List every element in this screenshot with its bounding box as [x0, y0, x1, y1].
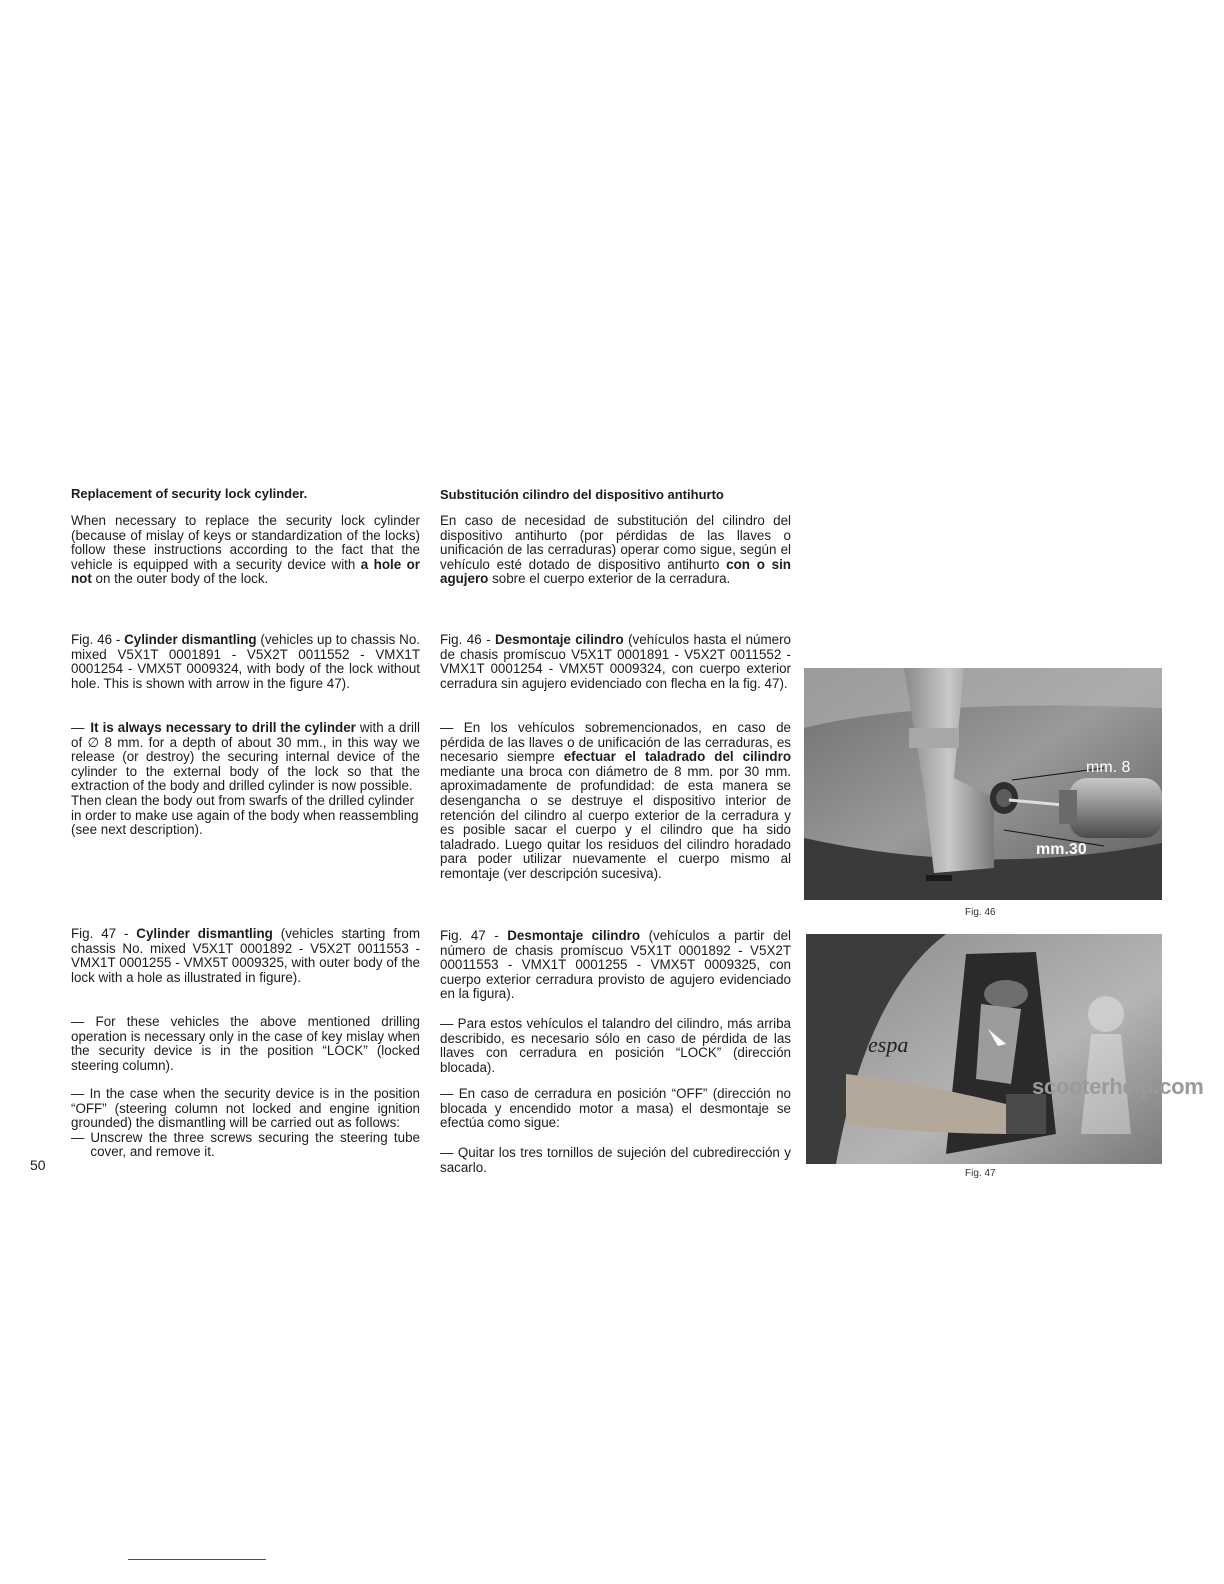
- english-unscrew-paragraph: [71, 1131, 420, 1160]
- english-drill-block: [71, 721, 420, 838]
- english-clean-paragraph: Then clean the body out from swarfs of the drilled cylinder in order to make use again of the body when reassembling (see next description).: [71, 792, 419, 838]
- spanish-en-caso-block: [440, 1087, 791, 1131]
- english-intro: [71, 514, 420, 587]
- spanish-drill-after: mediante una broca con diámetro de 8 mm. por 30 mm. aproximadamente de profundidad: de esta manera se desengancha o se destruye el dispositivo interior de retención del cilindro al cuerpo exterior de la cerradura y es posible sacar el cuerpo y el cilindro que ha sido taladrado. Luego quitar los residuos del cilindro horadado para poder utilizar nuevamente el cuerpo mismo al remontaje (ver descripción sucesiva).: [440, 763, 791, 881]
- english-column: [71, 514, 420, 587]
- figure-46-photo: [804, 668, 1162, 900]
- spanish-para-estos-block: [440, 1017, 791, 1075]
- figure-47-photo: [806, 934, 1162, 1164]
- spanish-quitar-paragraph: — Quitar los tres tornillos de sujeción del cubredirección y sacarlo.: [440, 1145, 791, 1175]
- figure-46-illustration: [804, 668, 1162, 900]
- english-drill-text: with a drill of ∅ 8 mm. for a depth of about 30 mm., in this way we release (or destroy) the securing internal device of the cylinder to the external body of the lock so that the extraction of the body and drilled cylinder is now possible.: [71, 720, 420, 794]
- english-drill-bold1: It is always: [90, 720, 166, 735]
- spanish-drill-block: [440, 721, 791, 882]
- spanish-fig46-block: [440, 633, 791, 691]
- english-intro-bold: a hole or not: [71, 556, 420, 587]
- spanish-fig47-bold: Desmontaje cilindro: [507, 928, 641, 943]
- spanish-fig46-text: (vehículos hasta el número de chasis promíscuo V5X1T 0001891 - V5X2T 0011552 - VMX1T 0001254 - VMX5T 0009324, con cuerpo exterior cerradura sin agujero evidenciado con flecha en la fig. 47).: [440, 632, 792, 691]
- figure-47-body-text: espa: [868, 1032, 909, 1057]
- spanish-intro: [440, 514, 791, 587]
- spanish-fig47-lead: Fig. 47 -: [440, 928, 508, 943]
- spanish-para-estos-paragraph: — Para estos vehículos el talandro del cilindro, más arriba describido, es necesario sólo en caso de pérdida de las llaves con cerradura en posición “LOCK” (dirección blocada).: [440, 1016, 791, 1075]
- english-fig47-block: [71, 927, 420, 985]
- english-drill-bold2: necessary to drill the cylinder: [165, 720, 356, 735]
- english-for-these-block: [71, 1015, 420, 1073]
- english-fig46-paragraph: [71, 633, 420, 691]
- spanish-fig47-block: [440, 929, 791, 1002]
- english-fig47-text: (vehicles starting from chassis No. mixed V5X1T 0001892 - V5X2T 0011553 - VMX1T 0001255 - VMX5T 0009325, with outer body of the lock with a hole as illustrated in figure).: [71, 926, 421, 985]
- english-fig47-lead: Fig. 47 -: [71, 926, 137, 941]
- spanish-title: Substitución cilindro del dispositivo antihurto: [440, 487, 724, 502]
- english-intro-after: on the outer body of the lock.: [91, 571, 269, 587]
- spanish-intro-text: En caso de necesidad de substitución del cilindro del dispositivo antihurto (por pérdidas de las llaves o unificación de las cerraduras) operar como sigue, según el vehículo esté dotado de dispositivo antihurto: [440, 513, 791, 572]
- spanish-drill-bold: efectuar el taladrado del cilindro: [563, 749, 791, 765]
- english-for-these-paragraph: — For these vehicles the above mentioned drilling operation is necessary only in the case of key mislay when the security device is in the position “LOCK” (locked steering column).: [71, 1014, 420, 1073]
- spanish-fig46-bold: Desmontaje cilindro: [494, 632, 624, 647]
- english-fig46-lead: Fig. 46 -: [71, 632, 125, 647]
- spanish-drill-paragraph: [440, 721, 791, 882]
- figure-47-caption: Fig. 47: [965, 1168, 996, 1179]
- spanish-fig47-paragraph: [440, 929, 791, 1002]
- spanish-intro-bold: con o sin agujero: [440, 556, 791, 587]
- spanish-column: [440, 514, 791, 587]
- english-unscrew-text: Unscrew the three screws securing the steering tube cover, and remove it.: [90, 1129, 420, 1160]
- spanish-en-caso-paragraph: — En caso de cerradura en posición “OFF” (dirección no blocada y encendido motor a masa) el desmontaje se efectúa como sigue:: [440, 1086, 791, 1131]
- link-underline: [128, 1559, 266, 1560]
- spanish-fig46-lead: Fig. 46 -: [440, 632, 495, 647]
- english-intro-text: When necessary to replace the security lock cylinder (because of mislay of keys or standardization of the locks) follow these instructions according to the fact that the vehicle is equipped with a security device with: [71, 513, 420, 572]
- english-title: Replacement of security lock cylinder.: [71, 486, 308, 501]
- english-fig47-paragraph: [71, 927, 420, 985]
- spanish-quitar-block: [440, 1146, 791, 1175]
- page-number: 50: [30, 1157, 46, 1173]
- english-fig46-text: (vehicles up to chassis No. mixed V5X1T 0001891 - V5X2T 0011552 - VMX1T 0001254 - VMX5T 0009324, with body of the lock without hole. This is shown with arrow in the figure 47).: [71, 632, 420, 691]
- figure-46-caption: Fig. 46: [965, 907, 996, 918]
- spanish-fig46-paragraph: [440, 633, 791, 691]
- figure-47-illustration: [806, 934, 1162, 1164]
- english-in-case-block: [71, 1087, 420, 1160]
- english-fig47-bold: Cylinder dismantling: [136, 926, 273, 941]
- spanish-intro-after: sobre el cuerpo exterior de la cerradura.: [488, 571, 731, 587]
- english-unscrew-dash: —: [71, 1129, 85, 1145]
- figure-46-label-bottom: mm.30: [1036, 841, 1087, 858]
- spanish-fig47-text: (vehículos a partir del número de chasis promíscuo V5X1T 0001892 - V5X2T 00011553 - VMX1T 0001255 - VMX5T 0009325, con cuerpo exterior cerradura provisto de agujero evidenciado en la figura).: [440, 928, 791, 1002]
- english-fig46-block: [71, 633, 420, 691]
- figure-46-label-top: mm. 8: [1086, 759, 1131, 776]
- english-fig46-bold: Cylinder dismantling: [124, 632, 257, 647]
- english-drill-dash: —: [71, 720, 85, 735]
- watermark: scooterhelp.com: [1032, 1074, 1204, 1099]
- english-drill-paragraph: [71, 721, 420, 794]
- english-in-case-paragraph: — In the case when the security device is in the position “OFF” (steering column not locked and engine ignition grounded) the dismantling will be carried out as follows:: [71, 1086, 420, 1131]
- spanish-drill-text: — En los vehículos sobremencionados, en caso de pérdida de las llaves o de unificación de las cerraduras, es necesario siempre: [440, 720, 791, 765]
